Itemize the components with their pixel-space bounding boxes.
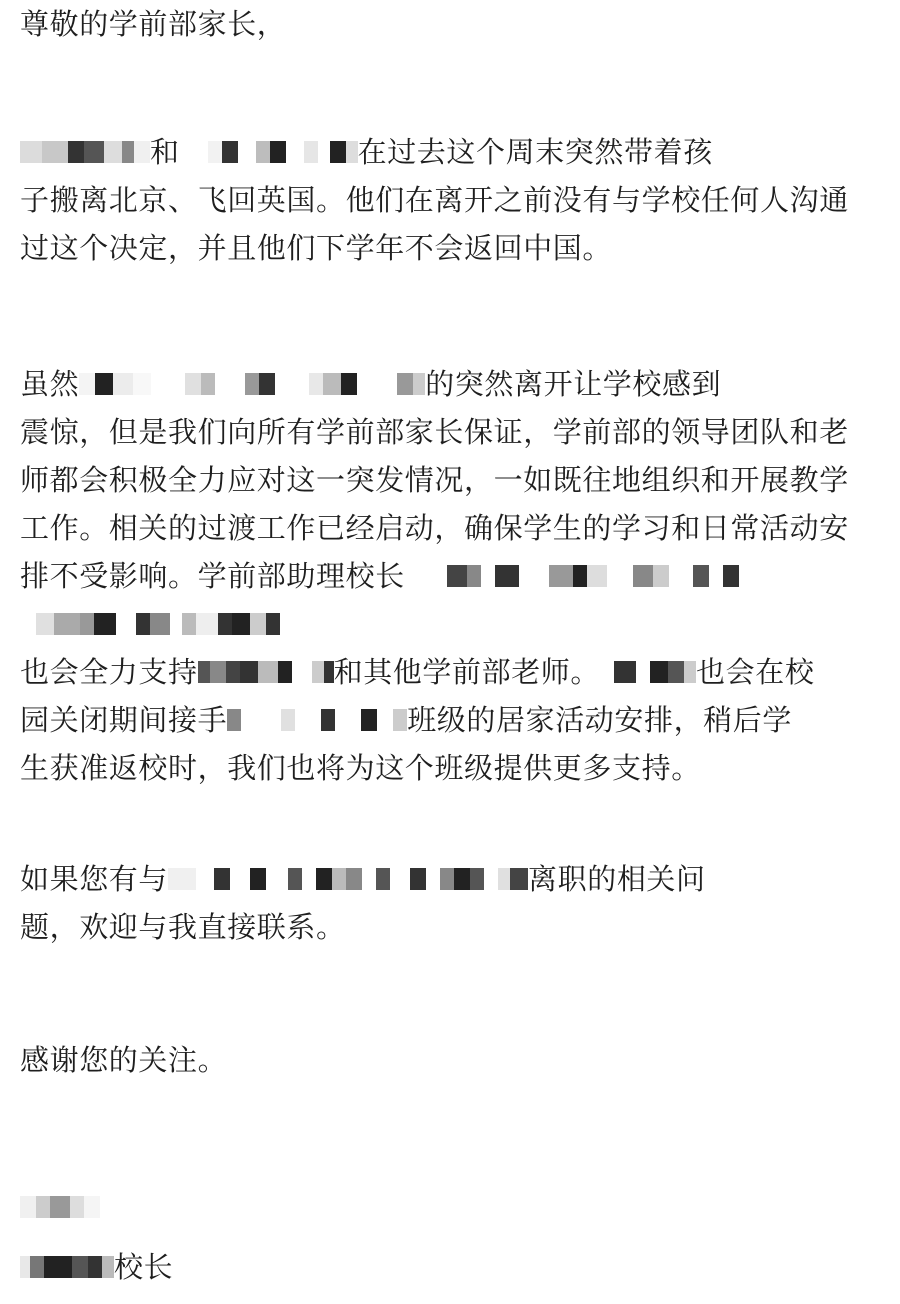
- redaction-block: [376, 868, 390, 890]
- redaction-block: [467, 565, 481, 587]
- redacted-name: [180, 141, 358, 163]
- paragraph-2-line-8: [20, 696, 880, 744]
- redacted-name: [198, 661, 334, 683]
- redaction-block: [495, 565, 519, 587]
- redaction-block: [275, 373, 309, 395]
- redaction-block: [36, 613, 54, 635]
- redacted-name: [20, 141, 150, 163]
- redaction-block: [440, 868, 454, 890]
- redaction-block: [330, 141, 346, 163]
- redaction-block: [288, 868, 302, 890]
- text-segment: 在过去这个周末突然带着孩: [357, 135, 713, 169]
- redaction-block: [258, 661, 278, 683]
- redaction-block: [198, 661, 210, 683]
- redaction-block: [218, 613, 232, 635]
- redaction-block: [321, 709, 335, 731]
- redaction-block: [470, 868, 484, 890]
- redaction-block: [133, 373, 151, 395]
- redaction-block: [454, 868, 470, 890]
- redaction-block: [278, 661, 292, 683]
- redaction-block: [286, 141, 304, 163]
- text-segment: 也会全力支持: [20, 655, 198, 689]
- redaction-block: [316, 868, 332, 890]
- redaction-block: [113, 373, 133, 395]
- redaction-block: [361, 709, 377, 731]
- redaction-block: [549, 565, 573, 587]
- redaction-block: [226, 661, 240, 683]
- text-segment: 园关闭期间接手: [20, 703, 228, 737]
- redaction-block: [332, 868, 346, 890]
- greeting: 尊敬的学前部家长，: [20, 7, 287, 41]
- redaction-block: [669, 565, 693, 587]
- text-segment: 班级的居家活动安排，稍后学: [407, 703, 793, 737]
- redaction-block: [653, 565, 669, 587]
- redaction-block: [519, 565, 549, 587]
- redaction-block: [304, 141, 318, 163]
- redaction-block: [341, 373, 357, 395]
- redaction-block: [50, 1196, 70, 1218]
- redaction-block: [447, 565, 467, 587]
- redaction-block: [362, 868, 376, 890]
- redacted-name: [79, 373, 425, 395]
- redaction-block: [245, 373, 259, 395]
- redaction-block: [481, 565, 495, 587]
- redaction-block: [240, 661, 258, 683]
- redaction-block: [312, 661, 324, 683]
- redaction-block: [72, 1256, 88, 1278]
- redaction-block: [346, 868, 362, 890]
- signature-title-line: [20, 1243, 880, 1291]
- text-segment: 离职的相关问: [528, 862, 706, 896]
- text-segment: 的突然离开让学校感到: [425, 367, 722, 401]
- text-segment: 排不受影响。学前部助理校长: [20, 559, 405, 593]
- redaction-block: [390, 868, 410, 890]
- redaction-block: [309, 373, 323, 395]
- redaction-block: [238, 141, 256, 163]
- redaction-block: [134, 141, 150, 163]
- redaction-block: [44, 1256, 72, 1278]
- redaction-block: [250, 868, 266, 890]
- redaction-block: [510, 868, 528, 890]
- redaction-block: [323, 373, 341, 395]
- redaction-block: [684, 661, 696, 683]
- redaction-block: [227, 709, 241, 731]
- redaction-block: [136, 613, 150, 635]
- paragraph-2-line-1: [20, 360, 880, 408]
- redaction-block: [723, 565, 739, 587]
- paragraph-2-line-3: 师都会积极全力应对这一突发情况，一如既往地组织和开展教学: [20, 463, 849, 497]
- redaction-block: [208, 141, 222, 163]
- redaction-block: [607, 565, 633, 587]
- redaction-block: [397, 373, 413, 395]
- text-segment: 也会在校: [696, 655, 815, 689]
- redaction-block: [42, 141, 68, 163]
- redaction-block: [241, 709, 281, 731]
- redaction-block: [210, 661, 226, 683]
- paragraph-1-line-3: 过这个决定，并且他们下学年不会返回中国。: [20, 231, 613, 265]
- paragraph-2-line-2: 震惊，但是我们向所有学前部家长保证，学前部的领导团队和老: [20, 415, 849, 449]
- redaction-block: [266, 868, 288, 890]
- paragraph-2-line-5: [20, 552, 880, 600]
- redaction-block: [324, 661, 334, 683]
- redacted-name: [227, 709, 407, 731]
- redaction-block: [20, 1256, 30, 1278]
- redaction-block: [633, 565, 653, 587]
- paragraph-2-line-6: [20, 600, 880, 648]
- redaction-block: [122, 141, 134, 163]
- redaction-block: [20, 613, 36, 635]
- redaction-block: [79, 373, 95, 395]
- redaction-block: [196, 868, 214, 890]
- paragraph-2-line-9: 生获准返校时，我们也将为这个班级提供更多支持。: [20, 751, 701, 785]
- redaction-block: [270, 141, 286, 163]
- redaction-block: [215, 373, 245, 395]
- redaction-block: [54, 613, 80, 635]
- text-segment: 虽然: [20, 367, 80, 401]
- redaction-block: [413, 373, 425, 395]
- redacted-name: [20, 613, 116, 635]
- redacted-name: [168, 868, 528, 890]
- redaction-block: [68, 141, 84, 163]
- redaction-block: [335, 709, 361, 731]
- redaction-block: [587, 565, 607, 587]
- redaction-block: [182, 613, 196, 635]
- redaction-block: [180, 141, 208, 163]
- redaction-block: [20, 1196, 36, 1218]
- redaction-block: [95, 373, 113, 395]
- redaction-block: [151, 373, 185, 395]
- redaction-block: [230, 868, 250, 890]
- paragraph-1-line-1: [20, 128, 880, 176]
- redaction-block: [84, 1196, 100, 1218]
- redaction-block: [250, 613, 266, 635]
- redaction-block: [185, 373, 201, 395]
- redaction-block: [346, 141, 358, 163]
- redaction-block: [614, 661, 636, 683]
- redaction-block: [498, 868, 510, 890]
- redaction-block: [393, 709, 407, 731]
- closing-line: 感谢您的关注。: [20, 1043, 228, 1077]
- redaction-block: [222, 141, 238, 163]
- text-segment: 如果您有与: [20, 862, 169, 896]
- redaction-block: [116, 613, 136, 635]
- redaction-block: [196, 613, 218, 635]
- redacted-department: [20, 1256, 114, 1278]
- redaction-block: [94, 613, 116, 635]
- redaction-block: [693, 565, 709, 587]
- signature-title: 校长: [114, 1250, 174, 1284]
- redaction-block: [170, 613, 182, 635]
- redaction-block: [295, 709, 321, 731]
- redaction-block: [650, 661, 668, 683]
- paragraph-3-line-2: 题，欢迎与我直接联系。: [20, 910, 346, 944]
- redaction-block: [102, 1256, 114, 1278]
- text-segment: 和其他学前部老师。: [333, 655, 601, 689]
- redaction-block: [70, 1196, 84, 1218]
- redaction-block: [357, 373, 397, 395]
- paragraph-3-line-1: [20, 855, 880, 903]
- redaction-block: [318, 141, 330, 163]
- redaction-block: [636, 661, 650, 683]
- redacted-name: [116, 613, 280, 635]
- redaction-block: [266, 613, 280, 635]
- redaction-block: [709, 565, 723, 587]
- redaction-block: [150, 613, 170, 635]
- redaction-block: [292, 661, 312, 683]
- redaction-block: [201, 373, 215, 395]
- paragraph-2-line-7: [20, 648, 880, 696]
- redaction-block: [80, 613, 94, 635]
- redaction-block: [168, 868, 196, 890]
- redaction-block: [410, 868, 426, 890]
- redaction-block: [600, 661, 614, 683]
- redaction-block: [281, 709, 295, 731]
- redaction-block: [302, 868, 316, 890]
- redaction-block: [259, 373, 275, 395]
- redaction-block: [104, 141, 122, 163]
- redaction-block: [232, 613, 250, 635]
- redacted-name: [405, 565, 739, 587]
- redaction-block: [214, 868, 230, 890]
- redaction-block: [84, 141, 104, 163]
- redaction-block: [405, 565, 447, 587]
- redaction-block: [88, 1256, 102, 1278]
- redaction-block: [36, 1196, 50, 1218]
- redaction-block: [668, 661, 684, 683]
- redaction-block: [20, 141, 42, 163]
- redaction-block: [30, 1256, 44, 1278]
- redaction-block: [573, 565, 587, 587]
- redaction-block: [484, 868, 498, 890]
- signature-name: [20, 1183, 880, 1231]
- redacted-name: [600, 661, 696, 683]
- paragraph-2-line-4: 工作。相关的过渡工作已经启动，确保学生的学习和日常活动安: [20, 511, 849, 545]
- redaction-block: [377, 709, 393, 731]
- text-segment: 和: [150, 135, 180, 169]
- redacted-signature: [20, 1196, 100, 1218]
- redaction-block: [426, 868, 440, 890]
- redaction-block: [256, 141, 270, 163]
- paragraph-1-line-2: 子搬离北京、飞回英国。他们在离开之前没有与学校任何人沟通: [20, 183, 849, 217]
